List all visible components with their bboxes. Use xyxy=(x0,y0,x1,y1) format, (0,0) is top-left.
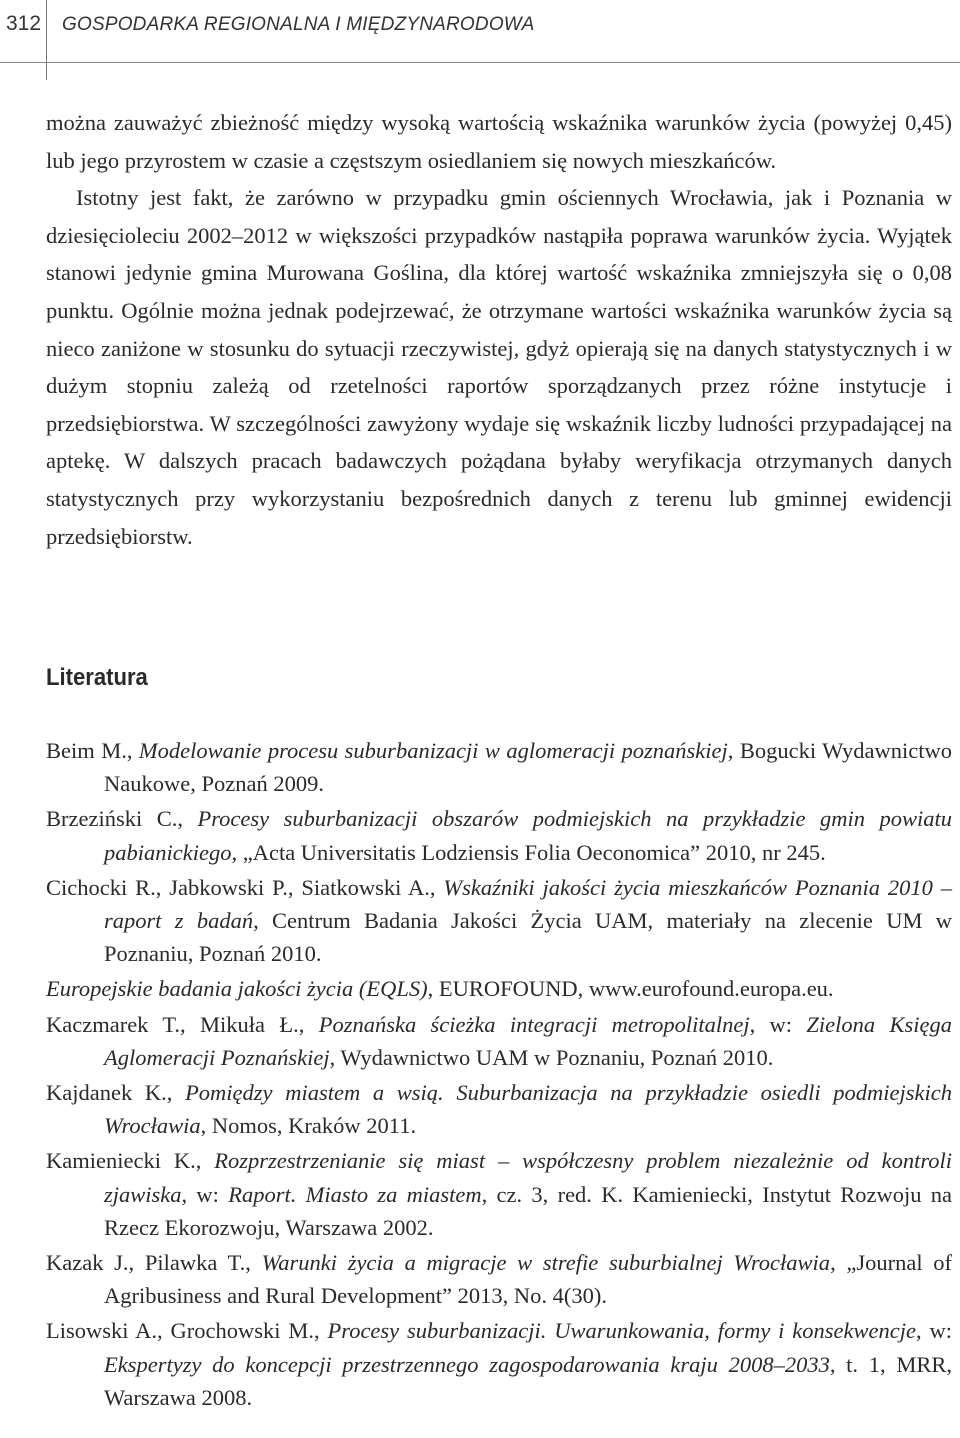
ref-title: Warunki życia a migracje w strefie suburbialnej Wrocławia xyxy=(261,1250,831,1276)
reference-item xyxy=(46,802,952,868)
reference-item xyxy=(46,871,952,971)
header-horizontal-rule xyxy=(0,62,960,63)
journal-title: GOSPODARKA REGIONALNA I MIĘDZYNARODOWA xyxy=(62,14,535,35)
ref-authors: Beim M., xyxy=(46,738,139,763)
header-vertical-rule xyxy=(46,0,47,80)
reference-item xyxy=(46,1246,952,1312)
ref-authors: Kaczmarek T., Mikuła Ł., xyxy=(46,1011,319,1037)
ref-rest: , Bogucki Wydawnictwo Naukowe, Poznań 2009. xyxy=(104,738,952,797)
reference-item xyxy=(46,972,952,1005)
reference-item xyxy=(46,1144,952,1244)
ref-rest: , w: xyxy=(916,1318,953,1344)
ref-authors: Kamieniecki K., xyxy=(46,1148,215,1174)
reference-item xyxy=(46,734,952,800)
page-number: 312 xyxy=(6,12,42,35)
ref-rest: , Centrum Badania Jakości Życia UAM, materiały na zlecenie UM w Poznaniu, Poznań 2010. xyxy=(104,908,952,967)
ref-authors: Kajdanek K., xyxy=(46,1080,186,1106)
ref-rest: , Nomos, Kraków 2011. xyxy=(200,1113,417,1139)
ref-rest: , w: xyxy=(181,1181,229,1207)
reference-list xyxy=(46,734,952,1416)
paragraph-1: można zauważyć zbieżność między wysoką wartością wskaźnika warunków życia (powyżej 0,45) lub jego przyrostem w czasie a częstszym osiedlaniem się nowych mieszkańców. xyxy=(46,110,952,173)
ref-rest-2: , cz. 3, red. K. Kamieniecki, Instytut Rozwoju na Rzecz Ekorozwoju, Warszawa 2002. xyxy=(104,1181,952,1240)
ref-title: Wskaźniki jakości życia mieszkańców Poznania 2010 – raport z badań xyxy=(104,874,952,934)
ref-title: Procesy suburbanizacji obszarów podmiejskich na przykładzie gmin powiatu pabianickiego xyxy=(104,806,952,865)
ref-title: Pomiędzy miastem a wsią. Suburbanizacja na przykładzie osiedli podmiejskich Wrocławia xyxy=(104,1080,952,1139)
ref-rest: , „Journal of Agribusiness and Rural Development” 2013, No. 4(30). xyxy=(104,1250,953,1309)
paragraph-2: Istotny jest fakt, że zarówno w przypadku gmin ościennych Wrocławia, jak i Poznania w dziesięcioleciu 2002–2012 w większości przypadków nastąpiła poprawa warunków życia. Wyjątek stanowi jedynie gmina Murowana Goślina, dla której wartość wskaźnika zmniejszyła się o 0,08 punktu. Ogólnie można jednak podejrzewać, że otrzymane wartości wskaźnika warunków życia są nieco zaniżone w stosunku do sytuacji rzeczywistej, gdyż opierają się na danych statystycznych i w dużym stopniu zależą od rzetelności raportów sporządzanych przez różne instytucje i przedsiębiorstwa. W szczególności zawyżony wydaje się wskaźnik liczby ludności przypadającej na aptekę. W dalszych pracach badawczych pożądana byłaby weryfikacja otrzymanych danych statystycznych przy wykorzystaniu bezpośrednich danych z terenu lub gminnej ewidencji przedsiębiorstw. xyxy=(46,185,952,549)
ref-rest: , w: xyxy=(749,1011,807,1037)
ref-title: Procesy suburbanizacji. Uwarunkowania, formy i konsekwencje xyxy=(327,1318,916,1344)
reference-item xyxy=(46,1076,952,1142)
ref-authors: Brzeziński C., xyxy=(46,806,198,832)
ref-rest: , EUROFOUND, www.eurofound.europa.eu. xyxy=(427,976,834,1002)
ref-authors: Lisowski A., Grochowski M., xyxy=(46,1318,328,1344)
ref-title: Modelowanie procesu suburbanizacji w aglomeracji poznańskiej xyxy=(138,738,728,763)
ref-authors: Kazak J., Pilawka T., xyxy=(46,1250,262,1276)
reference-item xyxy=(46,1314,952,1414)
literature-heading: Literatura xyxy=(46,664,148,691)
ref-rest-2: , t. 1, MRR, Warszawa 2008. xyxy=(104,1351,952,1410)
ref-title: Rozprzestrzenianie się miast – współczesny problem niezależnie od kontroli zjawiska xyxy=(104,1148,953,1207)
ref-title-2: Zielona Księga Aglomeracji Poznańskiej xyxy=(104,1011,952,1070)
ref-title: Europejskie badania jakości życia (EQLS) xyxy=(46,976,428,1002)
body-text xyxy=(46,104,952,555)
ref-rest-2: , Wydawnictwo UAM w Poznaniu, Poznań 2010. xyxy=(329,1044,774,1070)
page-header xyxy=(0,0,960,62)
ref-rest: , „Acta Universitatis Lodziensis Folia Oeconomica” 2010, nr 245. xyxy=(231,839,826,865)
reference-item xyxy=(46,1008,952,1074)
ref-authors: Cichocki R., Jabkowski P., Siatkowski A., xyxy=(46,874,444,900)
ref-title: Poznańska ścieżka integracji metropolitalnej xyxy=(318,1011,750,1037)
ref-title-2: Ekspertyzy do koncepcji przestrzennego zagospodarowania kraju 2008–2033 xyxy=(104,1351,830,1377)
ref-title-2: Raport. Miasto za miastem xyxy=(228,1181,482,1207)
